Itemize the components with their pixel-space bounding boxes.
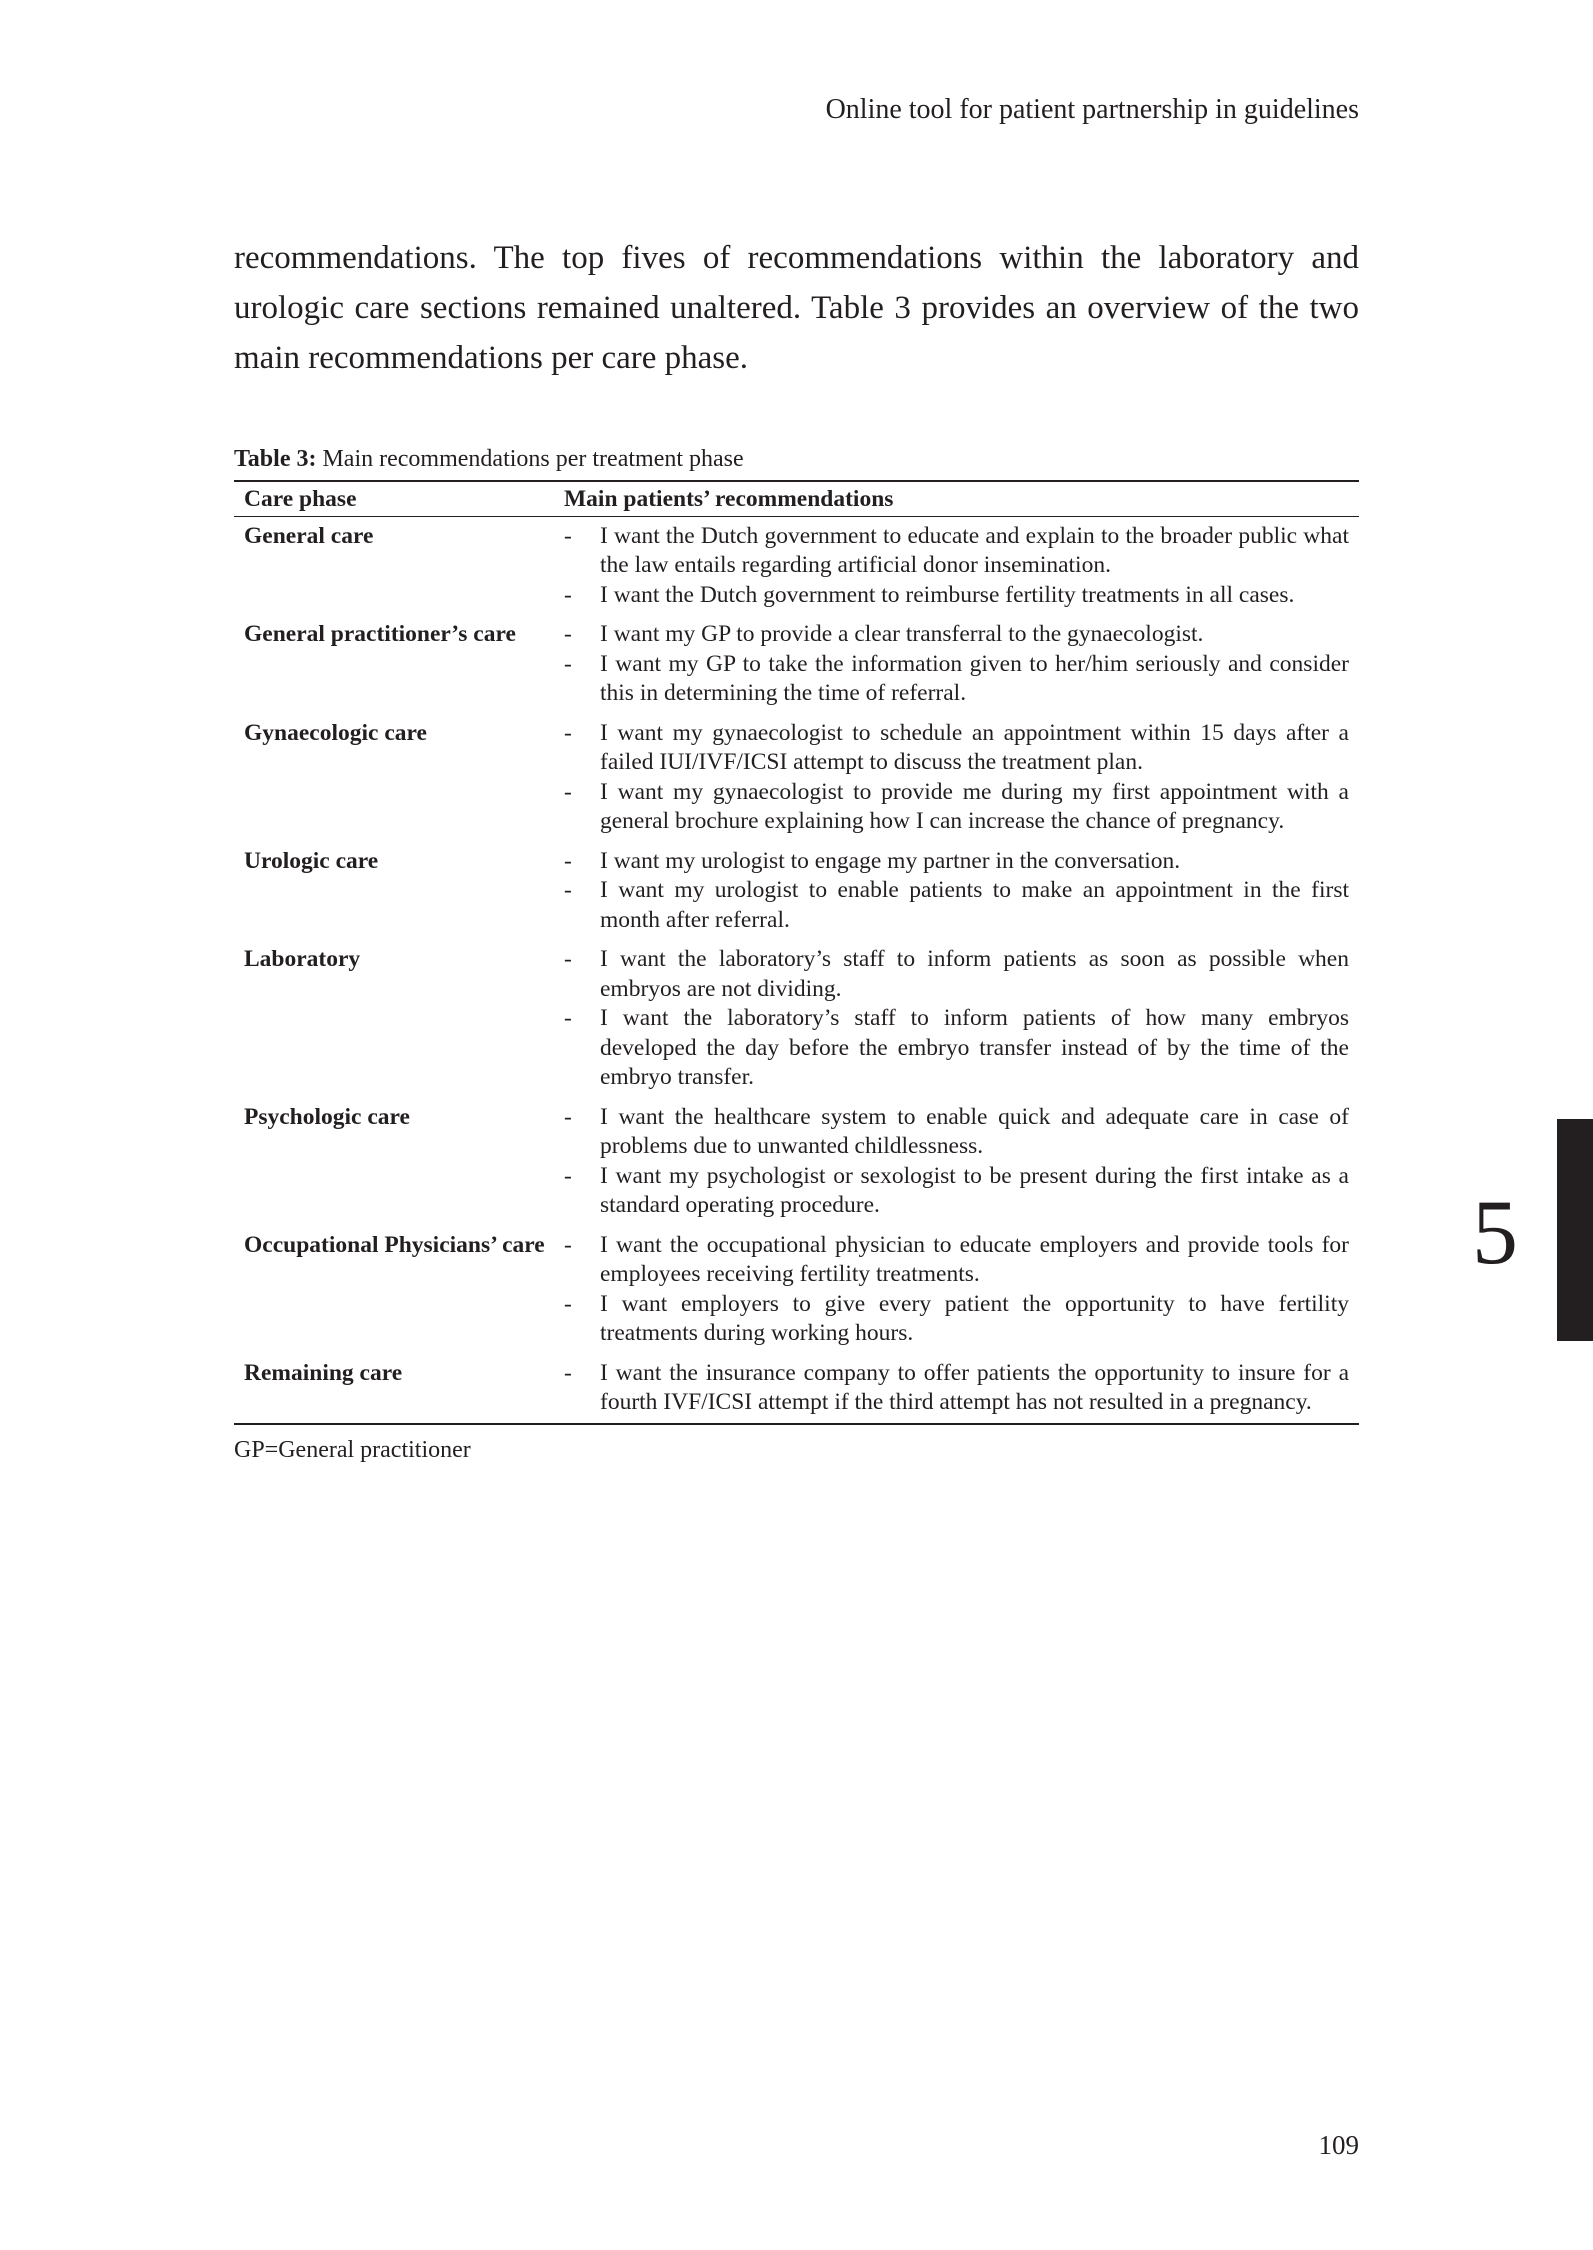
dash-bullet: - <box>564 522 572 549</box>
recommendations-table <box>234 480 1359 1425</box>
dash-bullet: - <box>564 621 572 647</box>
table-row <box>234 940 1359 1098</box>
chapter-thumb-tab <box>1557 1119 1593 1341</box>
recommendations-cell <box>554 615 1359 714</box>
recommendation-item <box>564 1004 1349 1093</box>
dash-bullet: - <box>564 650 572 677</box>
dash-bullet: - <box>564 946 572 972</box>
page-number: 109 <box>1318 2130 1359 2160</box>
care-phase-cell: General care <box>244 522 374 549</box>
recommendation-text: I want the occupational physician to educate employers and provide tools for employees receiving fertility treatments. <box>600 1231 1349 1287</box>
recommendation-list <box>564 847 1349 936</box>
recommendation-text: I want my gynaecologist to schedule an appointment within 15 days after a failed IUI/IVF/ICSI attempt to discuss the treatment plan. <box>600 719 1349 775</box>
recommendations-cell <box>554 1226 1359 1354</box>
recommendation-item <box>564 876 1349 935</box>
dash-bullet: - <box>564 1103 572 1130</box>
dash-bullet: - <box>564 847 572 874</box>
recommendation-text: I want the healthcare system to enable quick and adequate care in case of problems due to unwanted childlessness. <box>600 1103 1349 1159</box>
recommendations-cell <box>554 1354 1359 1424</box>
recommendation-text: I want my urologist to enable patients to make an appointment in the first month after referral. <box>600 877 1349 933</box>
recommendation-text: I want the laboratory’s staff to inform patients of how many embryos developed the day before the embryo transfer instead of by the time of the embryo transfer. <box>600 1005 1349 1090</box>
care-phase-cell: Urologic care <box>244 847 379 874</box>
table-caption <box>234 442 1359 476</box>
dash-bullet: - <box>564 1231 572 1258</box>
recommendation-item <box>564 1231 1349 1290</box>
recommendation-list <box>564 1231 1349 1349</box>
table-caption-label: Table 3: <box>234 446 317 472</box>
dash-bullet: - <box>564 1162 572 1189</box>
table-row <box>234 615 1359 714</box>
recommendation-list <box>564 1103 1349 1221</box>
dash-bullet: - <box>564 778 572 805</box>
recommendation-item <box>564 847 1349 877</box>
recommendation-text: I want my GP to take the information given to her/him seriously and consider this in determining the time of referral. <box>600 650 1349 706</box>
recommendation-item <box>564 945 1349 1004</box>
recommendation-text: I want the laboratory’s staff to inform patients as soon as possible when embryos are not dividing. <box>600 946 1349 1002</box>
body-paragraph: recommendations. The top fives of recommendations within the laboratory and urologic care sections remained unaltered. Table 3 provides an overview of the two main recommendations per care phase. <box>234 240 1359 376</box>
recommendations-cell <box>554 842 1359 941</box>
recommendation-item <box>564 522 1349 581</box>
recommendation-item <box>564 719 1349 778</box>
table-footnote: GP=General practitioner <box>234 1436 471 1463</box>
recommendation-list <box>564 522 1349 611</box>
recommendation-text: I want my GP to provide a clear transferral to the gynaecologist. <box>600 621 1204 647</box>
dash-bullet: - <box>564 877 572 903</box>
recommendation-item <box>564 1359 1349 1418</box>
care-phase-cell: Gynaecologic care <box>244 719 427 746</box>
care-phase-cell: General practitioner’s care <box>244 621 516 647</box>
table-header-row <box>234 481 1359 516</box>
recommendation-item <box>564 778 1349 837</box>
table-row <box>234 1098 1359 1226</box>
table-row <box>234 1226 1359 1354</box>
recommendation-item <box>564 650 1349 709</box>
recommendation-text: I want the insurance company to offer patients the opportunity to insure for a fourth IVF/ICSI attempt if the third attempt has not resulted in a pregnancy. <box>600 1359 1349 1415</box>
recommendation-text: I want employers to give every patient the opportunity to have fertility treatments during working hours. <box>600 1290 1349 1346</box>
recommendation-list <box>564 620 1349 709</box>
recommendation-text: I want the Dutch government to educate and explain to the broader public what the law entails regarding artificial donor insemination. <box>600 522 1349 578</box>
recommendation-item <box>564 1290 1349 1349</box>
dash-bullet: - <box>564 581 572 608</box>
care-phase-cell: Occupational Physicians’ care <box>244 1231 545 1258</box>
recommendation-text: I want my gynaecologist to provide me during my first appointment with a general brochure explaining how I can increase the chance of pregnancy. <box>600 778 1349 834</box>
recommendation-text: I want my urologist to engage my partner in the conversation. <box>600 847 1181 874</box>
dash-bullet: - <box>564 1005 572 1031</box>
column-header-recommendations: Main patients’ recommendations <box>554 481 1359 516</box>
recommendation-text: I want the Dutch government to reimburse fertility treatments in all cases. <box>600 581 1295 608</box>
recommendation-item <box>564 581 1349 611</box>
recommendation-item <box>564 1103 1349 1162</box>
table-row <box>234 714 1359 842</box>
recommendations-cell <box>554 516 1359 615</box>
dash-bullet: - <box>564 719 572 746</box>
recommendations-cell <box>554 1098 1359 1226</box>
recommendation-text: I want my psychologist or sexologist to be present during the first intake as a standard operating procedure. <box>600 1162 1349 1218</box>
chapter-number: 5 <box>1472 1181 1518 1283</box>
dash-bullet: - <box>564 1290 572 1317</box>
dash-bullet: - <box>564 1359 572 1386</box>
table-row <box>234 1354 1359 1424</box>
recommendations-cell <box>554 940 1359 1098</box>
care-phase-cell: Remaining care <box>244 1359 403 1386</box>
recommendation-list <box>564 945 1349 1093</box>
care-phase-cell: Psychologic care <box>244 1103 410 1130</box>
table-3 <box>234 442 1359 1467</box>
recommendations-cell <box>554 714 1359 842</box>
table-caption-text: Main recommendations per treatment phase <box>316 446 744 472</box>
table-row <box>234 516 1359 615</box>
running-header: Online tool for patient partnership in guidelines <box>825 94 1359 125</box>
recommendation-item <box>564 620 1349 650</box>
column-header-care-phase: Care phase <box>234 481 554 516</box>
recommendation-item <box>564 1162 1349 1221</box>
recommendation-list <box>564 719 1349 837</box>
recommendation-list <box>564 1359 1349 1418</box>
table-row <box>234 842 1359 941</box>
care-phase-cell: Laboratory <box>244 946 361 972</box>
